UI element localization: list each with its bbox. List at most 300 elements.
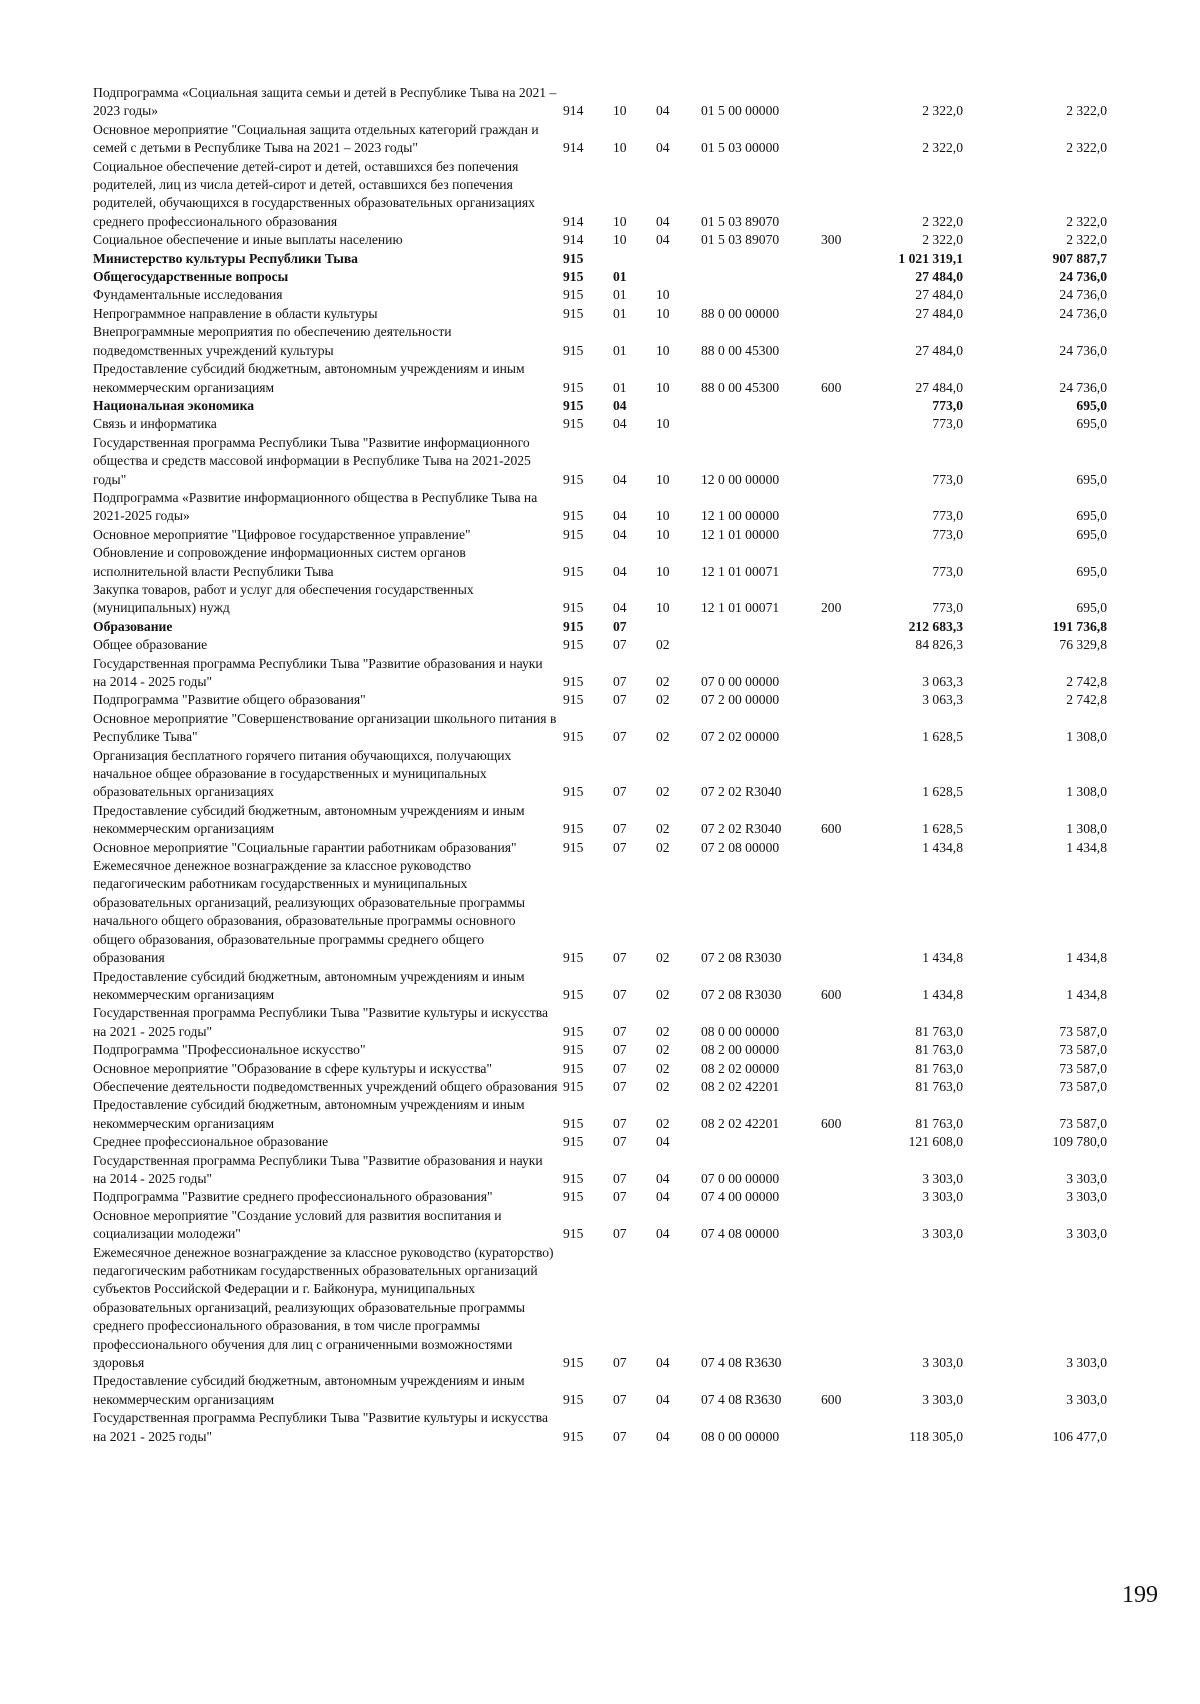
- subsection-code: 02: [656, 692, 670, 708]
- table-row: [93, 305, 1153, 323]
- amount-second-year: 73 587,0: [1059, 1023, 1107, 1039]
- row-name: Обновление и сопровождение информационных систем органов исполнительной власти Республики Тыва: [93, 545, 466, 579]
- table-row: [93, 397, 1153, 415]
- amount-second-year: 109 780,0: [1052, 1134, 1107, 1150]
- amount-second-year: 24 736,0: [1059, 269, 1107, 285]
- target-item-code: 07 0 00 00000: [701, 674, 780, 689]
- table-row: [93, 121, 1153, 158]
- amount-second-year: 695,0: [1076, 508, 1107, 524]
- subsection-code: 02: [656, 1078, 670, 1094]
- subsection-code: 02: [656, 839, 670, 855]
- amount-second-year: 73 587,0: [1059, 1042, 1107, 1058]
- table-row: [93, 802, 1153, 839]
- amount-second-year: 1 308,0: [1066, 784, 1107, 800]
- section-code: 07: [613, 986, 627, 1002]
- subsection-code: 02: [656, 1115, 670, 1131]
- amount-first-year: 27 484,0: [915, 379, 963, 395]
- amount-second-year: 907 887,7: [1052, 250, 1107, 266]
- admin-code: 915: [563, 1134, 584, 1150]
- amount-second-year: 24 736,0: [1059, 342, 1107, 358]
- amount-second-year: 73 587,0: [1059, 1060, 1107, 1076]
- amount-first-year: 773,0: [932, 416, 963, 432]
- admin-code: 915: [563, 305, 584, 321]
- section-code: 10: [613, 232, 627, 248]
- amount-first-year: 2 322,0: [922, 213, 963, 229]
- amount-first-year: 1 628,5: [922, 821, 963, 837]
- table-row: [93, 857, 1153, 967]
- admin-code: 915: [563, 1391, 584, 1407]
- admin-code: 915: [563, 342, 584, 358]
- admin-code: 915: [563, 379, 584, 395]
- section-code: 07: [613, 1078, 627, 1094]
- admin-code: 915: [563, 1226, 584, 1242]
- subsection-code: 04: [656, 1170, 670, 1186]
- section-code: 07: [613, 1060, 627, 1076]
- row-name: Подпрограмма "Развитие общего образования": [93, 692, 366, 708]
- row-name: Основное мероприятие "Создание условий для развития воспитания и социализации молодежи": [93, 1207, 502, 1242]
- subsection-code: 02: [656, 1060, 670, 1076]
- admin-code: 914: [563, 213, 584, 229]
- section-code: 10: [613, 140, 627, 156]
- admin-code: 915: [563, 784, 584, 800]
- amount-second-year: 106 477,0: [1052, 1428, 1107, 1444]
- section-code: 07: [613, 839, 627, 855]
- amount-second-year: 1 434,8: [1066, 839, 1107, 855]
- expense-type-code: 600: [821, 1391, 842, 1407]
- section-code: 07: [613, 1115, 627, 1131]
- subsection-code: 10: [656, 600, 670, 616]
- subsection-code: 04: [656, 140, 670, 156]
- row-name: Внепрограммные мероприятия по обеспечению деятельности подведомственных учреждений культуры: [93, 324, 452, 358]
- subsection-code: 10: [656, 508, 670, 524]
- amount-second-year: 695,0: [1076, 563, 1107, 579]
- amount-first-year: 81 763,0: [915, 1115, 963, 1131]
- target-item-code: 07 2 08 R3030: [701, 950, 782, 966]
- row-name: Подпрограмма «Развитие информационного общества в Республике Тыва на 2021-2025 годы»: [93, 489, 538, 524]
- subsection-code: 02: [656, 637, 670, 653]
- target-item-code: 01 5 03 00000: [701, 140, 780, 156]
- subsection-code: 02: [656, 729, 670, 745]
- amount-first-year: 27 484,0: [915, 269, 963, 285]
- row-name: Основное мероприятие "Совершенствование организации школьного питания в Республике Тыва": [93, 710, 557, 745]
- row-name: Предоставление субсидий бюджетным, автономным учреждениям и иным некоммерческим организациям: [93, 802, 525, 837]
- admin-code: 915: [563, 1428, 584, 1444]
- row-name: Связь и информатика: [93, 416, 217, 432]
- row-name: Предоставление субсидий бюджетным, автономным учреждениям и иным некоммерческим организациям: [93, 968, 525, 1002]
- section-code: 01: [613, 269, 627, 285]
- target-item-code: 08 2 02 42201: [701, 1078, 780, 1094]
- section-code: 04: [613, 397, 627, 413]
- table-row: [93, 1244, 1153, 1373]
- subsection-code: 04: [656, 1391, 670, 1407]
- admin-code: 915: [563, 563, 584, 579]
- subsection-code: 10: [656, 471, 670, 487]
- amount-first-year: 81 763,0: [915, 1023, 963, 1039]
- admin-code: 915: [563, 1115, 584, 1131]
- amount-first-year: 81 763,0: [915, 1042, 963, 1058]
- amount-second-year: 2 322,0: [1066, 232, 1107, 248]
- amount-second-year: 2 742,8: [1066, 674, 1107, 689]
- amount-first-year: 773,0: [932, 563, 963, 579]
- row-name: Закупка товаров, работ и услуг для обеспечения государственных (муниципальных) нужд: [93, 581, 474, 616]
- row-name: Основное мероприятие "Цифровое государственное управление": [93, 526, 471, 542]
- amount-second-year: 2 322,0: [1066, 213, 1107, 229]
- subsection-code: 02: [656, 821, 670, 837]
- subsection-code: 04: [656, 1189, 670, 1205]
- table-row: [93, 268, 1153, 286]
- amount-first-year: 81 763,0: [915, 1078, 963, 1094]
- amount-first-year: 773,0: [932, 397, 963, 413]
- amount-first-year: 773,0: [932, 508, 963, 524]
- amount-first-year: 1 434,8: [922, 986, 963, 1002]
- admin-code: 915: [563, 287, 584, 303]
- target-item-code: 12 0 00 00000: [701, 471, 780, 487]
- amount-first-year: 1 021 319,1: [898, 250, 963, 266]
- admin-code: 915: [563, 416, 584, 432]
- section-code: 07: [613, 821, 627, 837]
- admin-code: 915: [563, 618, 584, 634]
- amount-first-year: 3 303,0: [922, 1170, 963, 1186]
- table-row: [93, 747, 1153, 802]
- amount-first-year: 1 434,8: [922, 950, 963, 966]
- amount-first-year: 3 303,0: [922, 1355, 963, 1371]
- target-item-code: 07 4 08 R3630: [701, 1355, 782, 1371]
- expense-type-code: 600: [821, 1115, 842, 1131]
- row-name: Предоставление субсидий бюджетным, автономным учреждениям и иным некоммерческим организациям: [93, 1373, 525, 1407]
- admin-code: 914: [563, 232, 584, 248]
- amount-first-year: 773,0: [932, 600, 963, 616]
- row-name: Фундаментальные исследования: [93, 287, 283, 303]
- target-item-code: 08 0 00 00000: [701, 1428, 780, 1444]
- subsection-code: 04: [656, 1134, 670, 1150]
- table-row: [93, 489, 1153, 526]
- admin-code: 915: [563, 821, 584, 837]
- admin-code: 915: [563, 1078, 584, 1094]
- table-row: [93, 250, 1153, 268]
- amount-first-year: 212 683,3: [908, 618, 963, 634]
- section-code: 01: [613, 287, 627, 303]
- row-name: Предоставление субсидий бюджетным, автономным учреждениям и иным некоммерческим организациям: [93, 1097, 525, 1131]
- admin-code: 915: [563, 950, 584, 966]
- admin-code: 915: [563, 729, 584, 745]
- expense-type-code: 200: [821, 600, 842, 616]
- admin-code: 915: [563, 1189, 584, 1205]
- row-name: Обеспечение деятельности подведомственных учреждений общего образования: [93, 1078, 558, 1094]
- table-row: [93, 1004, 1153, 1041]
- amount-first-year: 773,0: [932, 471, 963, 487]
- target-item-code: 01 5 03 89070: [701, 213, 780, 229]
- subsection-code: 10: [656, 563, 670, 579]
- section-code: 07: [613, 950, 627, 966]
- section-code: 01: [613, 342, 627, 358]
- section-code: 10: [613, 213, 627, 229]
- amount-second-year: 73 587,0: [1059, 1115, 1107, 1131]
- target-item-code: 88 0 00 45300: [701, 342, 780, 358]
- row-name: Основное мероприятие "Образование в сфере культуры и искусства": [93, 1060, 493, 1076]
- amount-second-year: 1 308,0: [1066, 729, 1107, 745]
- target-item-code: 07 4 08 00000: [701, 1226, 780, 1242]
- amount-second-year: 3 303,0: [1066, 1170, 1107, 1186]
- page-number: 199: [1122, 1582, 1158, 1608]
- table-row: [93, 323, 1153, 360]
- admin-code: 915: [563, 1355, 584, 1371]
- target-item-code: 07 2 08 00000: [701, 839, 780, 855]
- table-row: [93, 415, 1153, 433]
- target-item-code: 08 2 02 42201: [701, 1115, 780, 1131]
- section-code: 07: [613, 1042, 627, 1058]
- row-name: Национальная экономика: [93, 397, 254, 413]
- row-name: Государственная программа Республики Тыва "Развитие культуры и искусства на 2021 - 2025 годы": [93, 1410, 549, 1444]
- table-row: [93, 1041, 1153, 1059]
- table-row: [93, 1133, 1153, 1151]
- expense-type-code: 600: [821, 379, 842, 395]
- amount-second-year: 1 308,0: [1066, 821, 1107, 837]
- amount-second-year: 73 587,0: [1059, 1078, 1107, 1094]
- section-code: 04: [613, 563, 627, 579]
- amount-second-year: 2 322,0: [1066, 140, 1107, 156]
- row-name: Государственная программа Республики Тыва "Развитие информационного общества и средств массовой информации в Республике Тыва на 2021-2025 годы": [93, 434, 531, 487]
- admin-code: 915: [563, 1042, 584, 1058]
- section-code: 07: [613, 618, 627, 634]
- subsection-code: 04: [656, 213, 670, 229]
- amount-second-year: 695,0: [1076, 397, 1107, 413]
- row-name: Основное мероприятие "Социальная защита отдельных категорий граждан и семей с детьми в Республике Тыва на 2021 – 2023 годы": [93, 121, 539, 156]
- table-row: [93, 1078, 1153, 1096]
- target-item-code: 08 0 00 00000: [701, 1023, 780, 1039]
- amount-first-year: 27 484,0: [915, 287, 963, 303]
- row-name: Государственная программа Республики Тыва "Развитие культуры и искусства на 2021 - 2025 годы": [93, 1005, 549, 1039]
- section-code: 07: [613, 784, 627, 800]
- expense-type-code: 600: [821, 821, 842, 837]
- admin-code: 915: [563, 839, 584, 855]
- row-name: Социальное обеспечение и иные выплаты населению: [93, 232, 403, 248]
- table-row: [93, 1207, 1153, 1244]
- amount-second-year: 2 322,0: [1066, 103, 1107, 119]
- subsection-code: 02: [656, 1042, 670, 1058]
- table-row: [93, 360, 1153, 397]
- table-row: [93, 710, 1153, 747]
- row-name: Общее образование: [93, 637, 208, 653]
- admin-code: 915: [563, 600, 584, 616]
- section-code: 07: [613, 1023, 627, 1039]
- subsection-code: 02: [656, 784, 670, 800]
- row-name: Подпрограмма "Развитие среднего профессионального образования": [93, 1189, 493, 1205]
- admin-code: 915: [563, 526, 584, 542]
- expense-type-code: 300: [821, 232, 842, 248]
- section-code: 07: [613, 1226, 627, 1242]
- subsection-code: 02: [656, 1023, 670, 1039]
- target-item-code: 12 1 01 00071: [701, 600, 780, 616]
- expense-type-code: 600: [821, 986, 842, 1002]
- amount-first-year: 121 608,0: [908, 1134, 963, 1150]
- table-row: [93, 1152, 1153, 1189]
- amount-second-year: 24 736,0: [1059, 379, 1107, 395]
- section-code: 07: [613, 674, 627, 689]
- row-name: Предоставление субсидий бюджетным, автономным учреждениям и иным некоммерческим организациям: [93, 361, 525, 395]
- row-name: Министерство культуры Республики Тыва: [93, 250, 358, 266]
- amount-first-year: 2 322,0: [922, 103, 963, 119]
- amount-second-year: 3 303,0: [1066, 1189, 1107, 1205]
- target-item-code: 12 1 00 00000: [701, 508, 780, 524]
- section-code: 07: [613, 1355, 627, 1371]
- table-row: [93, 691, 1153, 709]
- amount-first-year: 2 322,0: [922, 140, 963, 156]
- section-code: 07: [613, 1170, 627, 1186]
- table-row: [93, 636, 1153, 654]
- amount-first-year: 2 322,0: [922, 232, 963, 248]
- row-name: Подпрограмма «Социальная защита семьи и детей в Республике Тыва на 2021 – 2023 годы»: [93, 85, 557, 119]
- amount-first-year: 3 063,3: [922, 692, 963, 708]
- amount-first-year: 27 484,0: [915, 305, 963, 321]
- admin-code: 915: [563, 397, 584, 413]
- subsection-code: 10: [656, 379, 670, 395]
- subsection-code: 10: [656, 416, 670, 432]
- amount-first-year: 1 628,5: [922, 784, 963, 800]
- admin-code: 915: [563, 508, 584, 524]
- target-item-code: 07 2 00 00000: [701, 692, 780, 708]
- budget-table: [93, 84, 1153, 1446]
- row-name: Организация бесплатного горячего питания обучающихся, получающих начальное общее образование в государственных и муниципальных образовательных организациях: [93, 747, 512, 800]
- row-name: Непрограммное направление в области культуры: [93, 305, 378, 321]
- section-code: 04: [613, 600, 627, 616]
- target-item-code: 07 2 02 R3040: [701, 784, 782, 800]
- admin-code: 915: [563, 250, 584, 266]
- section-code: 07: [613, 729, 627, 745]
- row-name: Образование: [93, 618, 173, 634]
- table-row: [93, 158, 1153, 232]
- row-name: Среднее профессиональное образование: [93, 1134, 329, 1150]
- subsection-code: 04: [656, 103, 670, 119]
- amount-second-year: 76 329,8: [1059, 637, 1107, 653]
- table-row: [93, 1372, 1153, 1409]
- table-row: [93, 655, 1153, 692]
- section-code: 07: [613, 1189, 627, 1205]
- table-row: [93, 1096, 1153, 1133]
- table-row: [93, 84, 1153, 121]
- amount-second-year: 695,0: [1076, 526, 1107, 542]
- section-code: 04: [613, 508, 627, 524]
- amount-first-year: 3 303,0: [922, 1189, 963, 1205]
- amount-second-year: 3 303,0: [1066, 1355, 1107, 1371]
- row-name: Ежемесячное денежное вознаграждение за классное руководство педагогическим работникам государственных и муниципальных образовательных организаций, реализующих образовательные программы начального общего образования, образовательные программы основного общего образования, образовательные программы среднего общего образования: [93, 858, 526, 966]
- table-row: [93, 1060, 1153, 1078]
- target-item-code: 07 2 02 00000: [701, 729, 780, 745]
- subsection-code: 10: [656, 305, 670, 321]
- target-item-code: 07 4 08 R3630: [701, 1391, 782, 1407]
- section-code: 04: [613, 416, 627, 432]
- section-code: 01: [613, 379, 627, 395]
- subsection-code: 10: [656, 526, 670, 542]
- section-code: 07: [613, 637, 627, 653]
- amount-second-year: 1 434,8: [1066, 950, 1107, 966]
- subsection-code: 02: [656, 950, 670, 966]
- amount-first-year: 773,0: [932, 526, 963, 542]
- amount-second-year: 24 736,0: [1059, 305, 1107, 321]
- row-name: Государственная программа Республики Тыва "Развитие образования и науки на 2014 - 2025 годы": [93, 655, 543, 689]
- row-name: Общегосударственные вопросы: [93, 269, 289, 285]
- target-item-code: 07 2 08 R3030: [701, 986, 782, 1002]
- amount-first-year: 3 303,0: [922, 1226, 963, 1242]
- amount-second-year: 3 303,0: [1066, 1391, 1107, 1407]
- amount-second-year: 2 742,8: [1066, 692, 1107, 708]
- amount-first-year: 84 826,3: [915, 637, 963, 653]
- amount-first-year: 118 305,0: [909, 1428, 963, 1444]
- target-item-code: 88 0 00 00000: [701, 305, 780, 321]
- target-item-code: 08 2 00 00000: [701, 1042, 780, 1058]
- section-code: 01: [613, 305, 627, 321]
- row-name: Ежемесячное денежное вознаграждение за классное руководство (кураторство) педагогическим работникам государственных образовательных организаций субъектов Российской Федерации и г. Байконура, муниципальных образовательных организаций, реализующих образовательные программы среднего профессионального образования, в том числе программы профессионального обучения для лиц с ограниченными возможностями здоровья: [93, 1244, 554, 1371]
- subsection-code: 04: [656, 232, 670, 248]
- table-row: [93, 968, 1153, 1005]
- section-code: 07: [613, 1428, 627, 1444]
- target-item-code: 12 1 01 00000: [701, 526, 780, 542]
- section-code: 04: [613, 526, 627, 542]
- target-item-code: 01 5 00 00000: [701, 103, 780, 119]
- section-code: 07: [613, 1391, 627, 1407]
- section-code: 04: [613, 471, 627, 487]
- subsection-code: 02: [656, 986, 670, 1002]
- subsection-code: 04: [656, 1355, 670, 1371]
- subsection-code: 10: [656, 287, 670, 303]
- amount-first-year: 3 303,0: [922, 1391, 963, 1407]
- amount-first-year: 27 484,0: [915, 342, 963, 358]
- target-item-code: 08 2 02 00000: [701, 1060, 780, 1076]
- row-name: Социальное обеспечение детей-сирот и детей, оставшихся без попечения родителей, лиц из числа детей-сирот и детей, оставшихся без попечения родителей, обучающихся в государственных образовательных организациях среднего профессионального образования: [93, 158, 535, 229]
- row-name: Подпрограмма "Профессиональное искусство": [93, 1042, 366, 1058]
- target-item-code: 88 0 00 45300: [701, 379, 780, 395]
- admin-code: 915: [563, 986, 584, 1002]
- amount-second-year: 3 303,0: [1066, 1226, 1107, 1242]
- table-row: [93, 286, 1153, 304]
- amount-first-year: 1 434,8: [922, 839, 963, 855]
- subsection-code: 10: [656, 342, 670, 358]
- table-row: [93, 231, 1153, 249]
- admin-code: 915: [563, 637, 584, 653]
- row-name: Государственная программа Республики Тыва "Развитие образования и науки на 2014 - 2025 годы": [93, 1152, 543, 1186]
- amount-second-year: 1 434,8: [1066, 986, 1107, 1002]
- table-row: [93, 544, 1153, 581]
- subsection-code: 04: [656, 1226, 670, 1242]
- amount-second-year: 191 736,8: [1052, 618, 1107, 634]
- admin-code: 915: [563, 1170, 584, 1186]
- admin-code: 915: [563, 1060, 584, 1076]
- target-item-code: 12 1 01 00071: [701, 563, 780, 579]
- admin-code: 915: [563, 269, 584, 285]
- table-row: [93, 1409, 1153, 1446]
- admin-code: 914: [563, 140, 584, 156]
- target-item-code: 07 2 02 R3040: [701, 821, 782, 837]
- subsection-code: 04: [656, 1428, 670, 1444]
- table-row: [93, 434, 1153, 489]
- table-row: [93, 526, 1153, 544]
- table-row: [93, 1188, 1153, 1206]
- admin-code: 915: [563, 674, 584, 689]
- subsection-code: 02: [656, 674, 670, 689]
- amount-second-year: 695,0: [1076, 416, 1107, 432]
- admin-code: 914: [563, 103, 584, 119]
- section-code: 07: [613, 1134, 627, 1150]
- amount-second-year: 695,0: [1076, 471, 1107, 487]
- section-code: 10: [613, 103, 627, 119]
- target-item-code: 01 5 03 89070: [701, 232, 780, 248]
- admin-code: 915: [563, 471, 584, 487]
- row-name: Основное мероприятие "Социальные гарантии работникам образования": [93, 839, 517, 855]
- amount-second-year: 24 736,0: [1059, 287, 1107, 303]
- amount-first-year: 3 063,3: [922, 674, 963, 689]
- admin-code: 915: [563, 1023, 584, 1039]
- table-row: [93, 839, 1153, 857]
- table-row: [93, 581, 1153, 618]
